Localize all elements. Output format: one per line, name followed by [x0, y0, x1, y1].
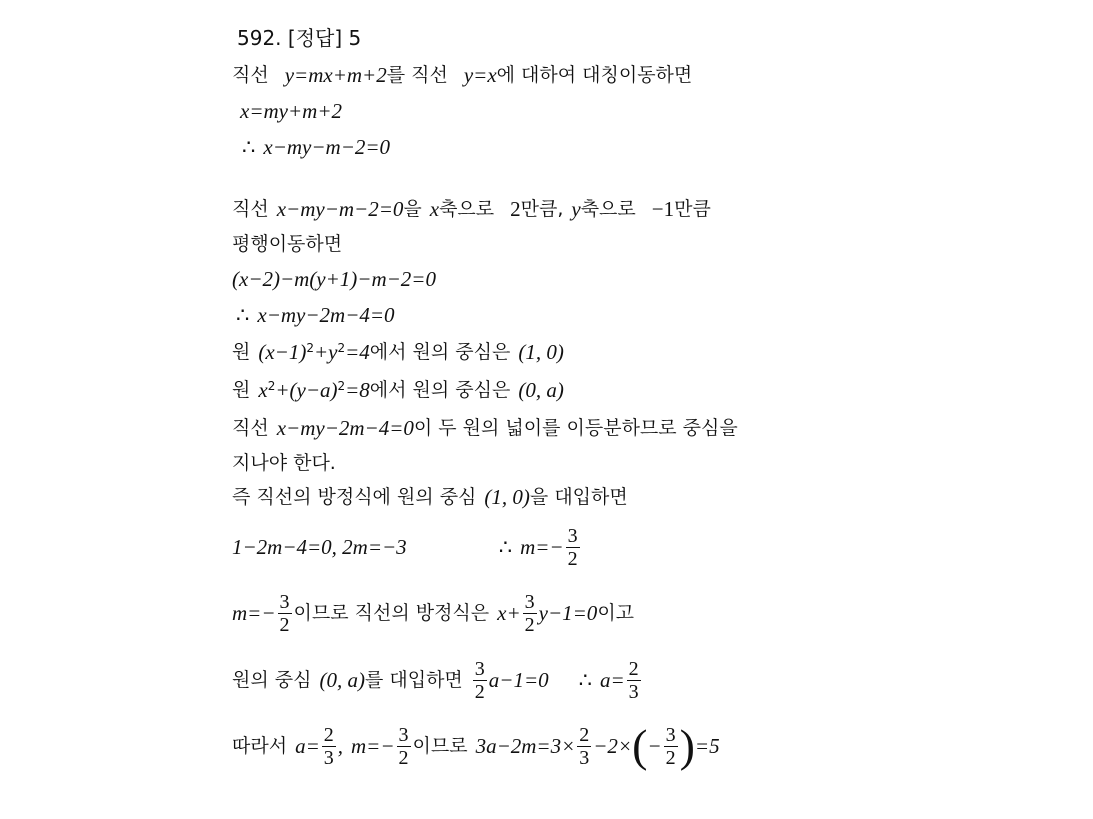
line-1: 직선 y=mx+m+2 를 직선 y=x 에 대하여 대칭이동하면 — [232, 63, 693, 87]
fraction: $\frac{3}{2}$ — [474, 657, 485, 703]
line-2: x=my+m+2 — [240, 99, 342, 123]
line-6: (x−2)−m(y+1)−m−2=0 — [232, 267, 436, 291]
line-11: 지나야 한다. — [232, 452, 336, 474]
fraction: $\frac{2}{3}$ — [628, 657, 639, 703]
line-8: 원 (x−1) $^2$ +y $^2$ =4 에서 원의 중심은 (1, 0) — [232, 340, 564, 364]
fraction: $\frac{2}{3}$ — [579, 723, 590, 769]
line-16: 따라서 a= $\frac{2}{3}$ , m=− $\frac{3}{2}$ 이므로 3a−2m=3× $\frac{2}{3}$ −2× ( − $\frac{3}{2}$ ) =5 — [232, 720, 720, 771]
line-7: ∴ x−my−2m−4=0 — [236, 303, 395, 327]
fraction: $\frac{3}{2}$ — [279, 590, 290, 636]
fraction: $\frac{3}{2}$ — [524, 590, 535, 636]
line-13: 1−2m−4=0, 2m=−3 ∴ m=− $\frac{3}{2}$ — [232, 524, 578, 570]
fraction: $\frac{3}{2}$ — [567, 524, 578, 570]
line-3: ∴ x−my−m−2=0 — [242, 135, 391, 159]
line-15: 원의 중심 (0, a) 를 대입하면 $\frac{3}{2}$ a−1=0 ∴ a= $\frac{2}{3}$ — [232, 657, 639, 703]
fraction: $\frac{3}{2}$ — [665, 723, 676, 769]
fraction: $\frac{2}{3}$ — [323, 723, 334, 769]
line-5: 평행이동하면 — [232, 233, 343, 255]
fraction: $\frac{3}{2}$ — [398, 723, 409, 769]
line-12: 즉 직선의 방정식에 원의 중심 (1, 0) 을 대입하면 — [232, 485, 628, 509]
line-9: 원 x $^2$ +(y−a) $^2$ =8 에서 원의 중심은 (0, a) — [232, 378, 564, 402]
line-10: 직선 x−my−2m−4=0 이 두 원의 넓이를 이등분하므로 중심을 — [232, 416, 738, 440]
answer-header: 592. [정답] 5 — [237, 26, 362, 50]
line-14: m=− $\frac{3}{2}$ 이므로 직선의 방정식은 x+ $\frac{3}{2}$ y−1=0 이고 — [232, 590, 635, 636]
line-4: 직선 x−my−m−2=0 을 x 축으로 2 만큼, y 축으로 −1 만큼 — [232, 197, 711, 221]
